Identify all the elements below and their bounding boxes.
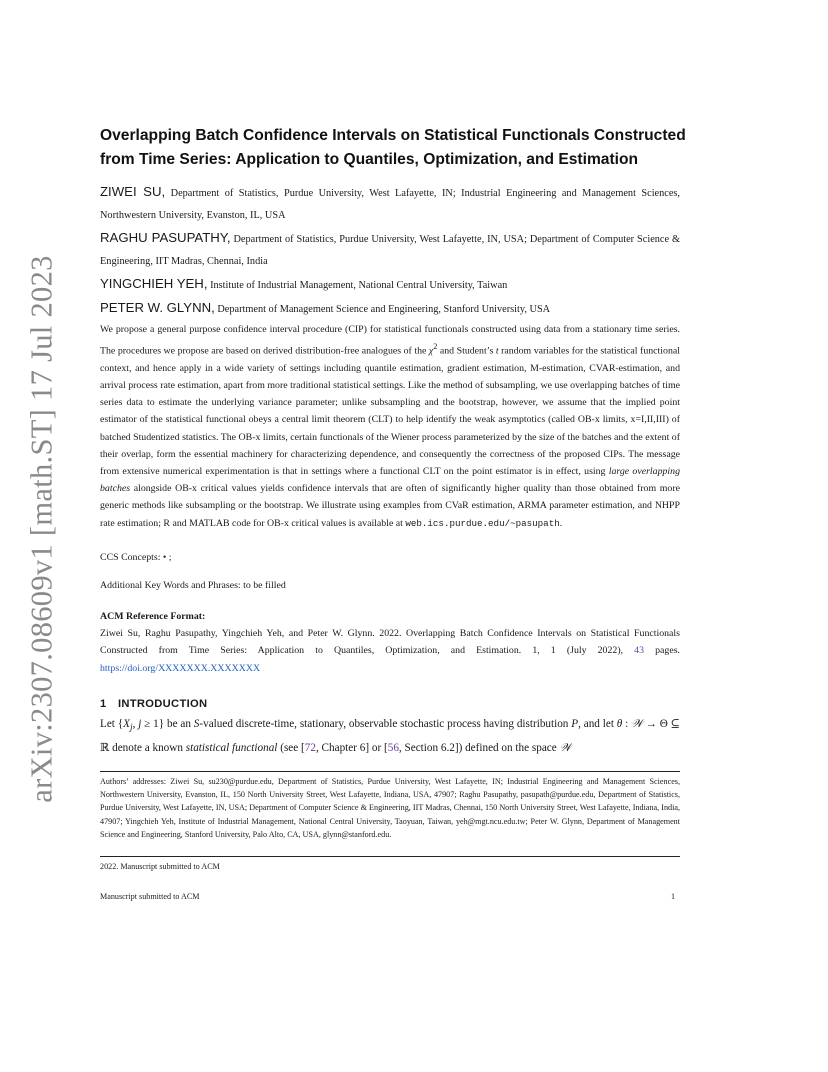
section-heading — [100, 698, 207, 710]
intro-paragraph — [100, 715, 680, 758]
footnote-divider — [100, 771, 680, 772]
author-name: RAGHU PASUPATHY, — [100, 230, 231, 245]
keywords: Additional Key Words and Phrases: to be filled — [100, 580, 286, 591]
author-affiliation: Department of Statistics, Purdue University, West Lafayette, IN, USA; Department of Computer Science & Engineering, IIT Madras, Chennai, India — [100, 234, 680, 267]
text: , and let — [578, 718, 617, 730]
text: ≥ 1} be an — [141, 718, 194, 730]
superscript: 2 — [433, 342, 438, 352]
text: , Chapter 6] or [ — [315, 741, 388, 754]
text: Let { — [100, 718, 124, 730]
math-var: X — [123, 718, 130, 730]
acm-reference — [100, 608, 680, 677]
abstract-text: random variables for the statistical functional context, and hence apply in a wide variety of settings including quantile estimation, gradient estimation, M-estimation, CVAR-estimation, and arrival process rate estimation, apart from more traditional statistical settings. Like the method of subsampling, we use overlapping batches of time series data to estimate the underlying variance parameter; unlike subsampling and the bootstrap, however, we assume that the implied point estimator of the statistical functional obeys a central limit theorem (CLT) to help identify the weak asymptotics (called OB-x limits, x=I,II,III) of batched Studentized statistics. The OB-x limits, certain functionals of the Wiener process parameterized by the size of the batches and the extent of their overlap, form the essential machinery for characterizing dependence, and consequently the correctness of the proposed CIPs. The message from extensive numerical experimentation is that in settings where a functional CLT on the point estimator is in effect, using — [100, 345, 680, 477]
author-affiliation: Department of Statistics, Purdue University, West Lafayette, IN; Industrial Engineering and Management Sciences, Northwestern University, Evanston, IL, USA — [100, 188, 680, 221]
text: , Section 6.2]) defined on the space — [398, 741, 560, 754]
author-affiliation: Department of Management Science and Engineering, Stanford University, USA — [217, 304, 551, 315]
text: (see [ — [277, 741, 305, 754]
math-var: 𝒲 — [559, 741, 572, 754]
paper-title: Overlapping Batch Confidence Intervals on Statistical Functionals Constructed from Time Series: Application to Quantiles, Optimization, and Estimation — [100, 127, 686, 168]
abstract-text: We propose a general purpose confidence interval procedure (CIP) for statistical functionals constructed using data from a stationary time series. The procedures we propose are based on derived distribution-free analogues of the — [100, 324, 680, 357]
arxiv-identifier: arXiv:2307.08609v1 [math.ST] 17 Jul 2023 — [24, 255, 59, 803]
page-footer-left: Manuscript submitted to ACM — [100, 892, 200, 901]
copyright-divider — [100, 856, 680, 857]
acm-reference-text — [100, 625, 680, 677]
citation-link[interactable]: 56 — [387, 741, 399, 754]
abstract — [100, 321, 680, 532]
acm-reference-body: Ziwei Su, Raghu Pasupathy, Yingchieh Yeh, and Peter W. Glynn. 2022. Overlapping Batch Confidence Intervals on Statistical Functionals Constructed from Time Series: Application to Quantiles, Optimization, and Estimation. 1, 1 (July 2022), — [100, 628, 680, 657]
text: : — [622, 718, 632, 730]
section-number: 1 — [100, 698, 107, 710]
section-title: INTRODUCTION — [118, 698, 208, 710]
author-entry — [100, 227, 680, 273]
author-name: ZIWEI SU, — [100, 184, 166, 199]
author-name: PETER W. GLYNN, — [100, 300, 215, 315]
arxiv-sidebar — [22, 255, 62, 803]
math-var: 𝒲 — [631, 718, 643, 730]
code-url: web.ics.purdue.edu/~pasupath — [405, 517, 560, 529]
text: → Θ ⊆ ℝ denote a known — [100, 718, 681, 754]
pages-word: pages. — [644, 645, 680, 657]
chi-symbol: χ — [428, 345, 434, 357]
math-var: P — [571, 718, 579, 730]
copyright-line: 2022. Manuscript submitted to ACM — [100, 862, 220, 871]
abstract-text: and Student’s — [437, 345, 496, 357]
abstract-end: . — [559, 517, 563, 529]
page-count-link[interactable]: 43 — [634, 645, 645, 657]
math-var: S — [193, 718, 200, 730]
author-affiliation: Institute of Industrial Management, National Central University, Taiwan — [210, 280, 508, 291]
emphasis-text: large overlapping batches — [100, 465, 680, 495]
author-list — [100, 181, 680, 321]
page-number: 1 — [671, 892, 676, 901]
authors-addresses-footnote: Authors’ addresses: Ziwei Su, su230@purdue.edu, Department of Statistics, Purdue University, West Lafayette, IN; Industrial Engineering and Management Sciences, Northwestern University, Evanston, IL, 150 North University Street, West Lafayette, Indiana, USA, 47907; Raghu Pasupathy, pasupath@purdue.edu, Department of Statistics, Purdue University, West Lafayette, IN, USA; Department of Computer Science & Engineering, IIT Madras, Chennai, 150 North University Street, West Lafayette, Indiana, India, 47907; Yingchieh Yeh, Institute of Industrial Management, National Central University, Taoyuan, Taiwan, yeh@mgt.ncu.edu.tw; Peter W. Glynn, Department of Management Science and Engineering, Stanford University, Palo Alto, CA, USA, glynn@stanford.edu. — [100, 777, 680, 839]
citation-link[interactable]: 72 — [304, 741, 316, 754]
math-var: j — [138, 718, 142, 730]
math-sub: j — [129, 723, 133, 734]
author-entry — [100, 297, 680, 321]
author-entry — [100, 181, 680, 227]
math-var: θ — [616, 718, 623, 730]
abstract-text: alongside OB-x critical values yields confidence intervals that are often of significantly higher quality than those obtained from more generic methods like subsampling or the bootstrap. We illustrate using examples from CVaR estimation, ARMA parameter estimation, and NHPP rate estimation; R and MATLAB code for OB-x critical values is available at — [100, 483, 680, 529]
author-name: YINGCHIEH YEH, — [100, 276, 208, 291]
emphasis-text: statistical functional — [185, 741, 278, 754]
ccs-concepts: CCS Concepts: • ; — [100, 552, 172, 563]
t-symbol: t — [495, 345, 499, 357]
text: -valued discrete-time, stationary, observable stochastic process having distribution — [199, 718, 572, 730]
text: , — [132, 718, 139, 730]
acm-reference-heading: ACM Reference Format: — [100, 611, 206, 622]
author-entry — [100, 273, 680, 297]
doi-link[interactable]: https://doi.org/XXXXXXX.XXXXXXX — [100, 662, 261, 674]
